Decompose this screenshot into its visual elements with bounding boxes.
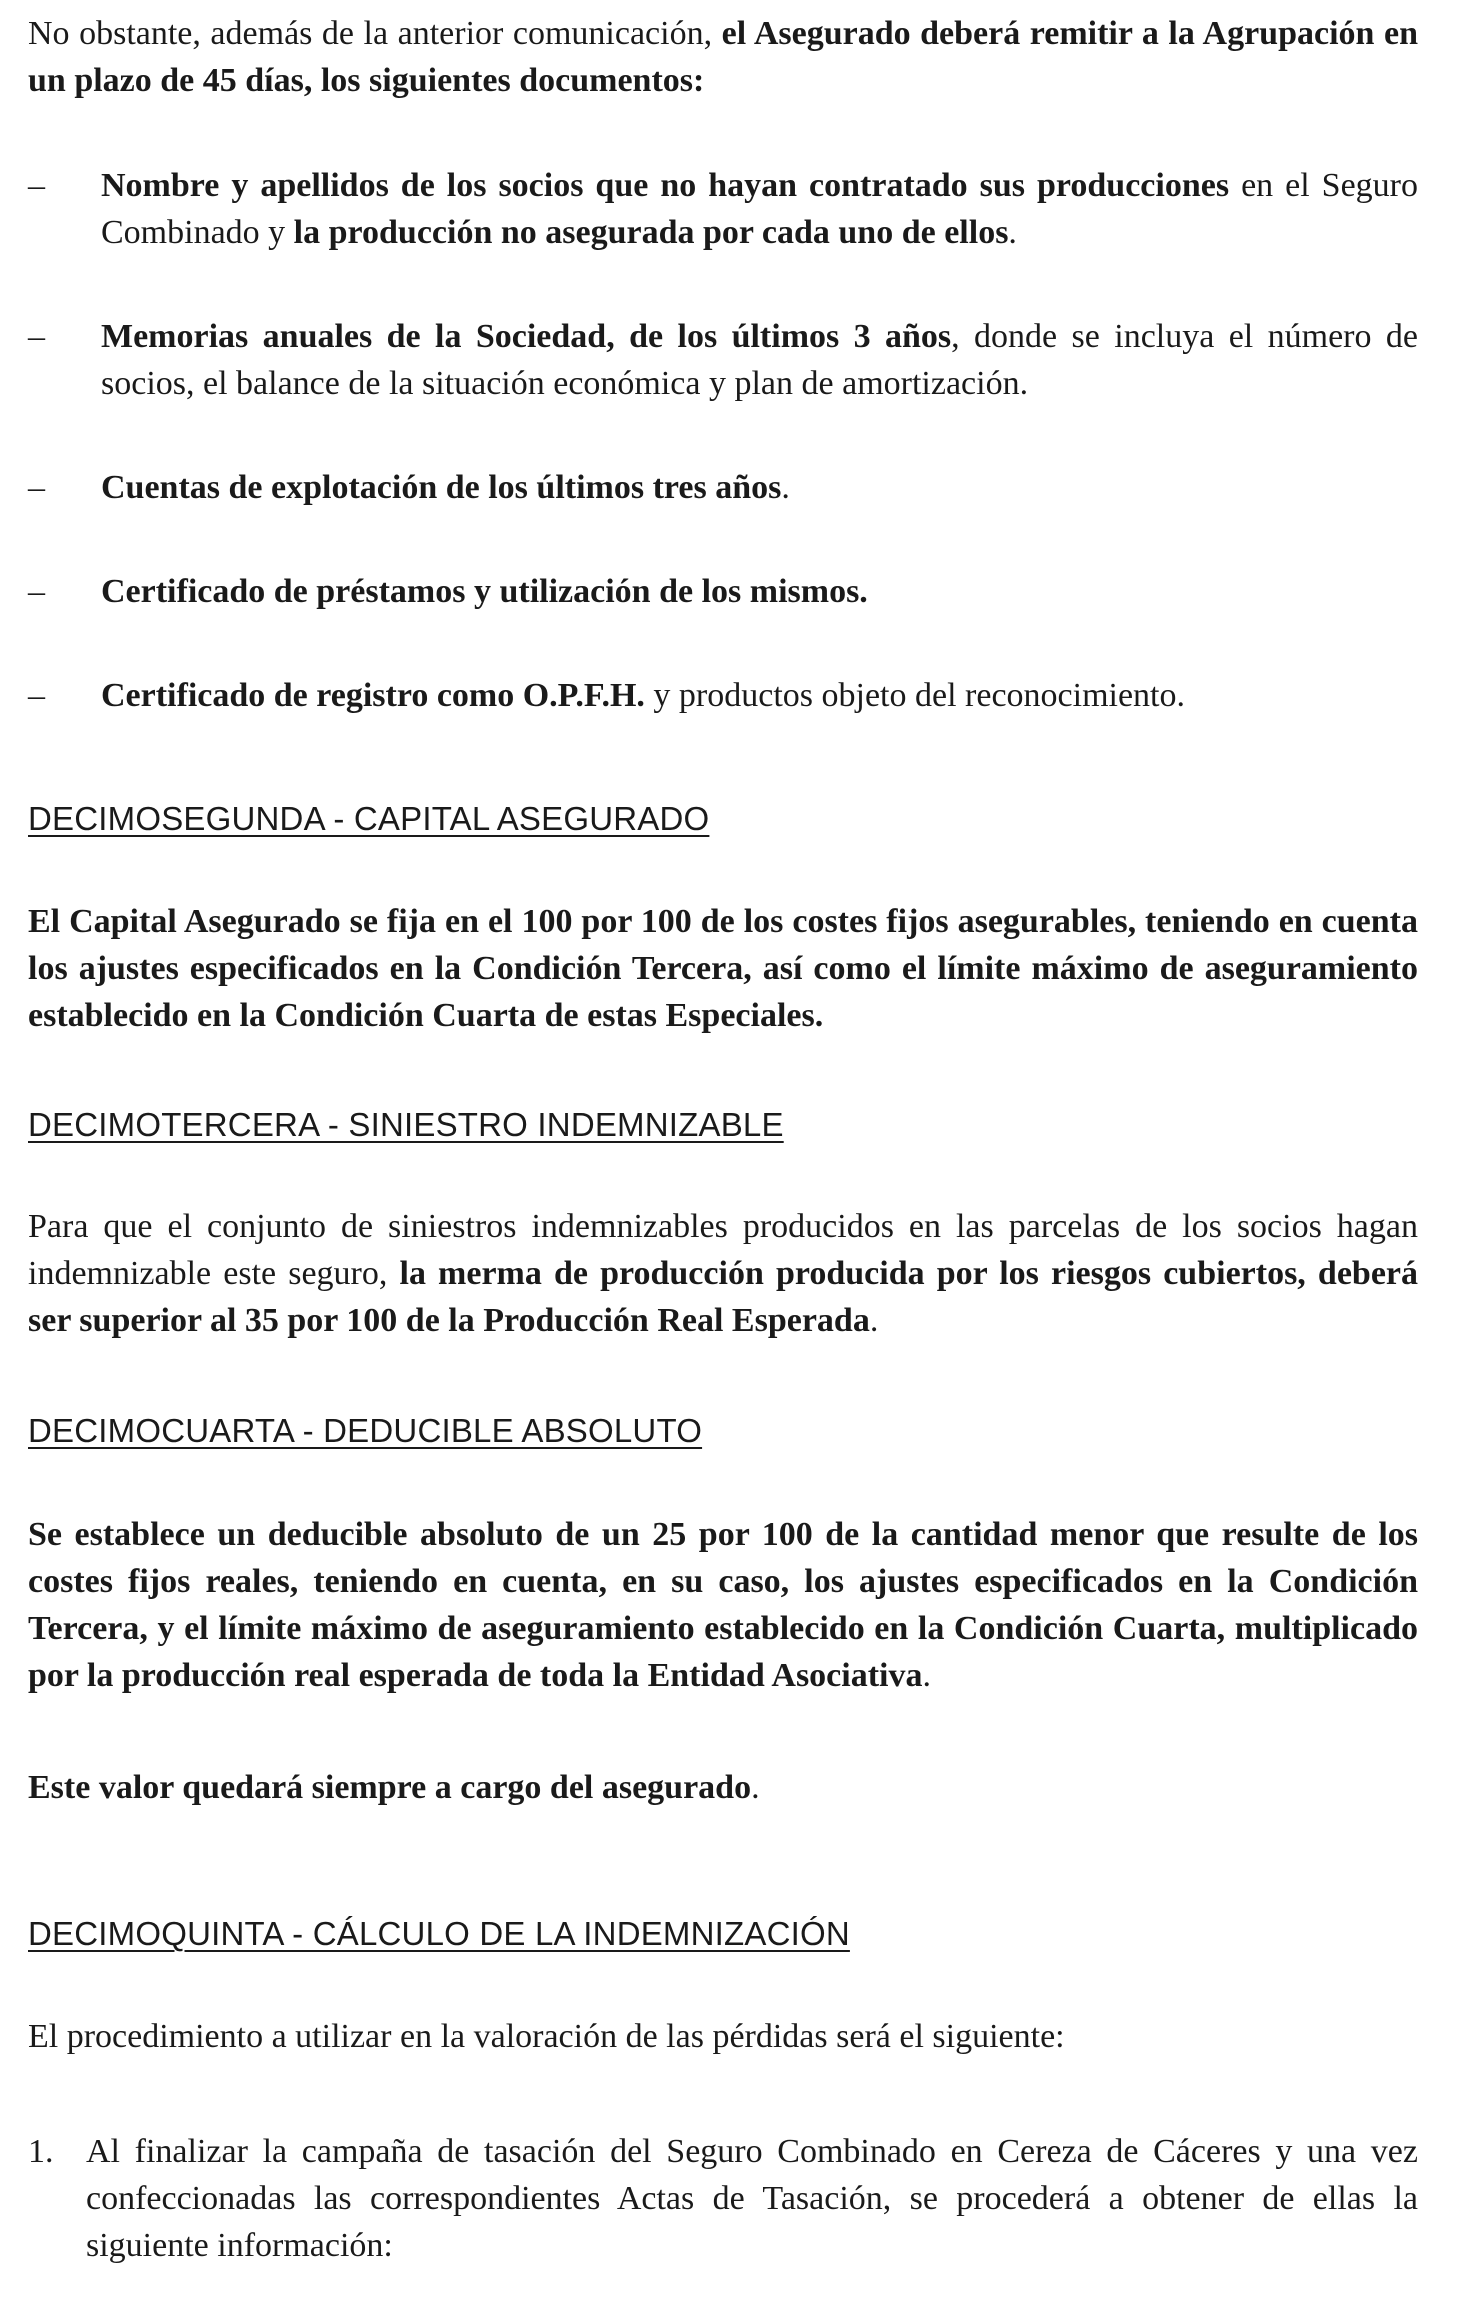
list-item-bold: Nombre y apellidos de los socios que no hayan contratado sus producciones [101, 167, 1230, 204]
dash-bullet: – [28, 167, 45, 204]
section-heading-capital-asegurado: DECIMOSEGUNDA - CAPITAL ASEGURADO [28, 800, 710, 837]
dash-bullet: – [28, 573, 45, 610]
numbered-item [28, 2128, 1418, 2269]
dash-bullet: – [28, 677, 45, 714]
deducible-absoluto-paragraph [28, 1511, 1418, 1699]
siniestro-end-text: . [869, 1302, 879, 1339]
numbered-item-text: Al finalizar la campaña de tasación del Seguro Combinado en Cereza de Cáceres y una vez confeccionadas las correspondientes Actas de Tasación, se procederá a obtener de ellas la siguiente información: [86, 2133, 1418, 2264]
deducible-note-paragraph [28, 1764, 1418, 1811]
item-number: 1. [28, 2133, 54, 2170]
list-item [28, 672, 1418, 719]
list-item [28, 162, 1418, 256]
section-heading-calculo-indemnizacion: DECIMOQUINTA - CÁLCULO DE LA INDEMNIZACIÓN [28, 1915, 850, 1952]
deducible-bold-text: Se establece un deducible absoluto de un 25 por 100 de la cantidad menor que resulte de los costes fijos reales, teniendo en cuenta, en su caso, los ajustes especificados en la Condición Tercera, y el límite máximo de aseguramiento establecido en la Condición Cuarta, multiplicado por la producción real esperada de toda la Entidad Asociativa [28, 1516, 1418, 1694]
capital-asegurado-text: El Capital Asegurado se fija en el 100 por 100 de los costes fijos asegurables, teniendo en cuenta los ajustes especificados en la Condición Tercera, así como el límite máximo de aseguramiento establecido en la Condición Cuarta de estas Especiales. [28, 903, 1418, 1034]
deducible-note-bold-text: Este valor quedará siempre a cargo del asegurado [28, 1769, 752, 1806]
deducible-note-end-text: . [751, 1769, 760, 1806]
siniestro-bold-text: la merma de producción producida por los riesgos cubiertos, deberá ser superior al 35 por 100 de la Producción Real Esperada [28, 1255, 1419, 1339]
list-item-bold: Cuentas de explotación de los últimos tres años [101, 469, 782, 506]
list-item-text: en el Seguro Combinado y [101, 167, 1419, 251]
siniestro-normal-text: Para que el conjunto de siniestros indemnizables producidos en las parcelas de los socios hagan indemnizable este seguro, [28, 1208, 1418, 1292]
capital-asegurado-paragraph [28, 898, 1418, 1039]
intro-paragraph [28, 10, 1418, 104]
section-heading-deducible-absoluto: DECIMOCUARTA - DEDUCIBLE ABSOLUTO [28, 1412, 703, 1449]
list-item-text: y productos objeto del reconocimiento. [644, 677, 1186, 714]
list-item [28, 313, 1418, 407]
required-documents-list [28, 162, 1418, 776]
list-item-text: , donde se incluya el número de socios, el balance de la situación económica y plan de amortización. [101, 318, 1418, 402]
section-heading-siniestro-indemnizable: DECIMOTERCERA - SINIESTRO INDEMNIZABLE [28, 1106, 784, 1143]
list-item [28, 464, 1418, 511]
intro-bold-text: el Asegurado deberá remitir a la Agrupación en un plazo de 45 días, los siguientes documentos: [28, 15, 1418, 99]
list-item-bold: Certificado de registro como O.P.F.H. [101, 677, 645, 714]
list-item-bold: la producción no asegurada por cada uno de ellos [293, 214, 1009, 251]
list-item-bold: Certificado de préstamos y utilización de los mismos. [101, 573, 868, 610]
dash-bullet: – [28, 318, 45, 355]
dash-bullet: – [28, 469, 45, 506]
list-item-text: . [781, 469, 790, 506]
siniestro-indemnizable-paragraph [28, 1203, 1418, 1344]
intro-normal-text: No obstante, además de la anterior comunicación, [28, 15, 722, 52]
list-item [28, 568, 1418, 615]
list-item-bold: Memorias anuales de la Sociedad, de los últimos 3 años [101, 318, 952, 355]
deducible-end-text: . [922, 1657, 931, 1694]
list-item-text: . [1008, 214, 1017, 251]
calculo-indemnizacion-paragraph: El procedimiento a utilizar en la valoración de las pérdidas será el siguiente: [28, 2018, 1065, 2055]
